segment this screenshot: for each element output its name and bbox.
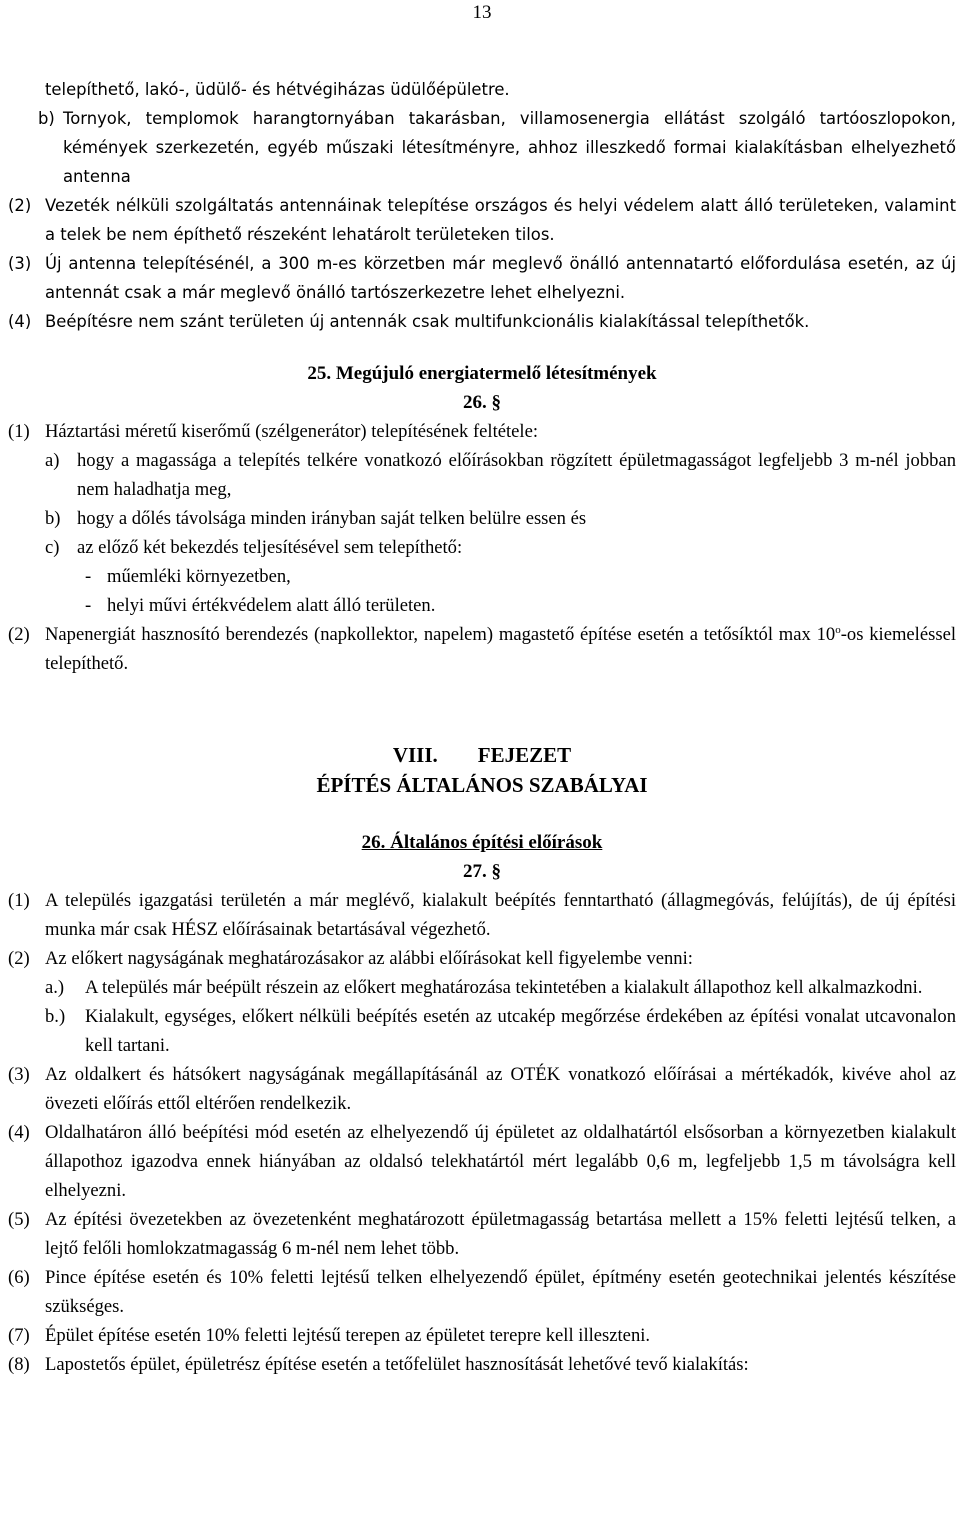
item-c: [8, 533, 956, 562]
page-content: [8, 75, 956, 1379]
text-part-a: Napenergiát hasznosító berendezés (napkollektor, napelem) magastető építése esetén a tetősíktól max 10: [45, 624, 836, 645]
paragraph-2: [8, 191, 956, 249]
paragraph-7: [8, 1321, 956, 1350]
item-b: [8, 1002, 956, 1060]
paragraph-text: Épület építése esetén 10% feletti lejtésű terepen az épületet terepre kell illeszteni.: [45, 1325, 651, 1346]
paragraph-number: (7): [8, 1325, 30, 1346]
dash-mark: -: [85, 595, 92, 616]
chapter-number-line: [8, 740, 956, 770]
paragraph-3: [8, 249, 956, 307]
paragraph-1: [8, 417, 956, 446]
paragraph-text: Lapostetős épület, épületrész építése esetén a tetőfelület hasznosítását lehetővé tevő kialakítás:: [45, 1354, 749, 1375]
paragraph-text: Új antenna telepítésénél, a 300 m-es körzetben már meglevő önálló antennatartó előfordulása esetén, az új antennát csak a már meglevő önálló tartószerkezetre lehet elhelyezni.: [45, 254, 956, 302]
dash-text: műemléki környezetben,: [107, 566, 291, 587]
item-label: a.): [45, 977, 65, 998]
paragraph-number: (4): [8, 312, 32, 331]
item-label: a): [45, 450, 60, 471]
paragraph-number: (2): [8, 624, 30, 645]
paragraph-4: [8, 307, 956, 336]
paragraph-number: (8): [8, 1354, 30, 1375]
text-part-b: -os kiemeléssel telepíthető.: [45, 624, 956, 674]
antenna-rules-block: [8, 75, 956, 336]
paragraph-2: [8, 944, 956, 973]
chapter-title: ÉPÍTÉS ÁLTALÁNOS SZABÁLYAI: [316, 773, 648, 797]
paragraph-number: (3): [8, 254, 32, 273]
item-text: A település már beépült részein az előkert meghatározása tekintetében a kialakult állapothoz kell alkalmazkodni.: [85, 977, 923, 998]
paragraph-8: [8, 1350, 956, 1379]
paragraph-number: (4): [8, 1122, 30, 1143]
section-heading: [8, 828, 956, 857]
paragraph-text: Az előkert nagyságának meghatározásakor az alábbi előírásokat kell figyelembe venni:: [45, 948, 693, 969]
paragraph-text: Oldalhatáron álló beépítési mód esetén az elhelyezendő új épületet az oldalhatártól elsősorban a környezetben kialakult állapothoz igazodva ennek hiányában az oldalsó telekhatártól mért legalább 0,6 m, legfeljebb 1,5 m távolságra kell elhelyezni.: [45, 1122, 956, 1201]
item-label: b): [45, 508, 61, 529]
item-a: [8, 446, 956, 504]
paragraph-sign: 26. §: [463, 392, 501, 413]
section-25: [8, 359, 956, 678]
item-text: Kialakult, egységes, előkert nélküli beépítés esetén az utcakép megőrzése érdekében az építési vonalat utcavonalon kell tartani.: [85, 1006, 956, 1056]
chapter-number: VIII.: [392, 743, 438, 767]
paragraph-sign: 27. §: [463, 861, 501, 882]
paragraph-text: Háztartási méretű kiserőmű (szélgenerátor) telepítésének feltétele:: [45, 421, 539, 442]
chapter-word: FEJEZET: [477, 743, 572, 767]
paragraph-number: (3): [8, 1064, 30, 1085]
item-label: b.): [45, 1006, 66, 1027]
paragraph-number: (6): [8, 1267, 30, 1288]
dash-item-2: [8, 591, 956, 620]
chapter-heading: [8, 740, 956, 800]
paragraph-text: Vezeték nélküli szolgáltatás antennáinak telepítése országos és helyi védelem alatt álló területeken, valamint a telek be nem építhető részeként lehatárolt területeken tilos.: [45, 196, 956, 244]
paragraph-number: (1): [8, 890, 30, 911]
section-heading: 25. Megújuló energiatermelő létesítmények: [307, 363, 657, 384]
dash-mark: -: [85, 566, 92, 587]
paragraph-text: [45, 620, 956, 678]
item-b: [8, 104, 956, 191]
paragraph-text: Az oldalkert és hátsókert nagyságának megállapításánál az OTÉK vonatkozó előírásai a mértékadók, kivéve ahol az övezeti előírás ettől eltérően rendelkezik.: [45, 1064, 956, 1114]
item-b-text: Tornyok, templomok harangtornyában takarásban, villamosenergia ellátást szolgáló tartóoszlopokon, kémények szerkezetén, egyéb műszaki létesítményre, ahhoz illeszkedő formai kialakításban elhelyezhető antenna: [63, 109, 956, 186]
dash-item-1: [8, 562, 956, 591]
degree-superscript: o: [835, 623, 841, 636]
item-b-label: b): [38, 109, 55, 128]
section-26: [8, 828, 956, 1379]
paragraph-number: (5): [8, 1209, 30, 1230]
page-number: 13: [472, 2, 492, 23]
paragraph-3: [8, 1060, 956, 1118]
paragraph-2: [8, 620, 956, 678]
item-text: hogy a dőlés távolsága minden irányban saját telken belülre essen és: [77, 508, 587, 529]
paragraph-1: [8, 886, 956, 944]
paragraph-number: (2): [8, 948, 30, 969]
paragraph-6: [8, 1263, 956, 1321]
item-a: [8, 973, 956, 1002]
paragraph-4: [8, 1118, 956, 1205]
item-text: az előző két bekezdés teljesítésével sem telepíthető:: [77, 537, 463, 558]
paragraph-text: Pince építése esetén és 10% feletti lejtésű telken elhelyezendő épület, építmény esetén geotechnikai jelentés készítése szükséges.: [45, 1267, 956, 1317]
dash-text: helyi művi értékvédelem alatt álló területen.: [107, 595, 436, 616]
paragraph-number: (1): [8, 421, 30, 442]
continued-line: telepíthető, lakó-, üdülő- és hétvégiházas üdülőépületre.: [45, 80, 510, 99]
item-b: [8, 504, 956, 533]
item-text: hogy a magassága a telepítés telkére vonatkozó előírásokban rögzített épületmagasságot legfeljebb 3 m-nél jobban nem haladhatja meg,: [77, 450, 956, 500]
paragraph-5: [8, 1205, 956, 1263]
paragraph-number: (2): [8, 196, 32, 215]
paragraph-text: Az építési övezetekben az övezetenként meghatározott épületmagasság betartása mellett a 15% feletti lejtésű telken, a lejtő felőli homlokzatmagasság 6 m-nél nem lehet több.: [45, 1209, 956, 1259]
paragraph-text: A település igazgatási területén a már meglévő, kialakult beépítés fenntartható (állagmegóvás, felújítás), de új építési munka már csak HÉSZ előírásainak betartásával végezhető.: [45, 890, 956, 940]
section-heading-text: 26. Általános építési előírások: [361, 832, 603, 853]
item-label: c): [45, 537, 60, 558]
paragraph-text: Beépítésre nem szánt területen új antennák csak multifunkcionális kialakítással telepíthetők.: [45, 312, 810, 331]
